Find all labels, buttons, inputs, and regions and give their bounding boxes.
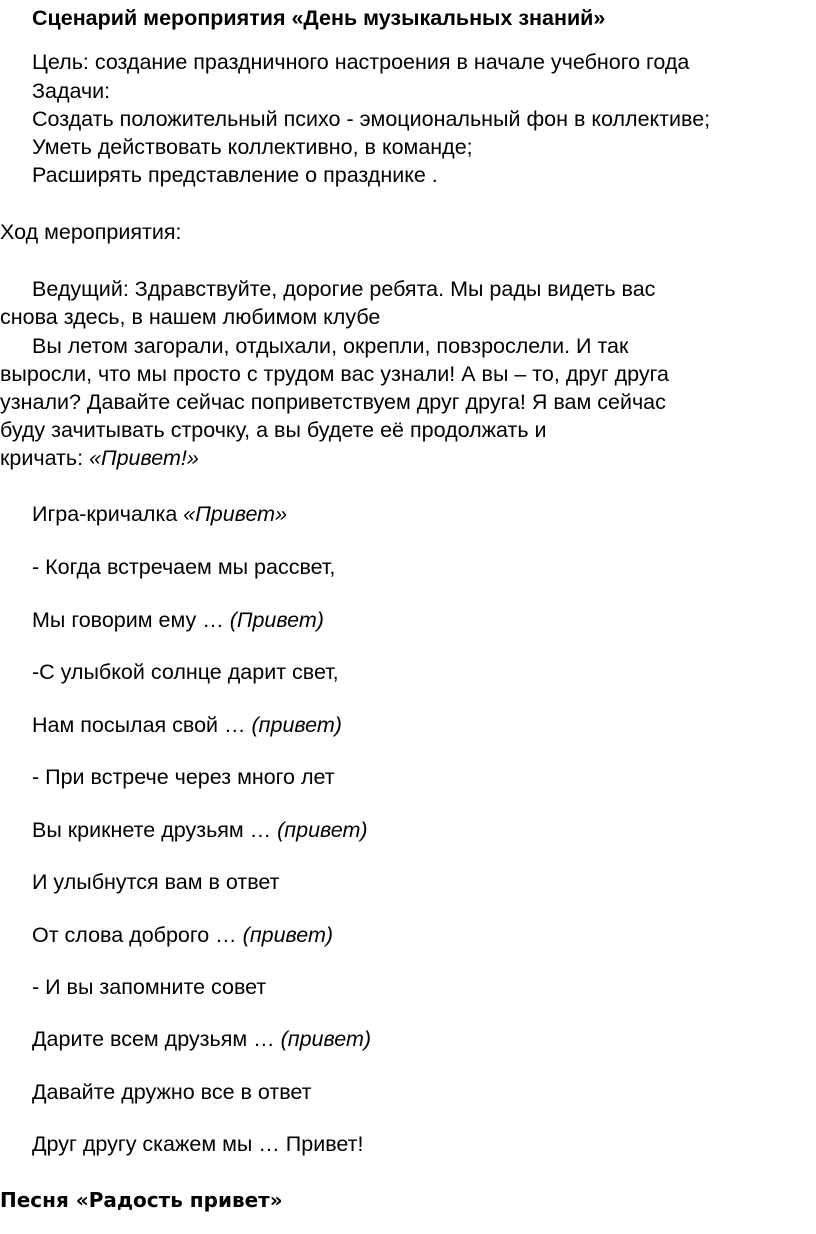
chant-response: (привет) xyxy=(251,713,342,737)
chant-line xyxy=(32,763,335,792)
chant-line xyxy=(32,711,342,740)
chant-response: (привет) xyxy=(277,818,368,842)
chant-line xyxy=(32,921,333,950)
chant-response: (Привет) xyxy=(229,608,324,632)
chant-text: - При встрече через много лет xyxy=(32,765,335,789)
game-title xyxy=(32,500,287,529)
host-speech-line: Вы летом загорали, отдыхали, окрепли, повзрослели. И так xyxy=(32,334,629,358)
chant-text: Друг другу скажем мы … Привет! xyxy=(32,1132,364,1156)
task-item: Уметь действовать коллективно, в команде; xyxy=(32,135,473,159)
host-speech-line: узнали? Давайте сейчас поприветствуем друг друга! Я вам сейчас xyxy=(0,390,666,414)
chant-text: Вы крикнете друзьям … xyxy=(32,818,278,842)
chant-text: -С улыбкой солнце дарит свет, xyxy=(32,660,339,684)
shout-emphasis: «Привет!» xyxy=(89,446,199,470)
chant-line xyxy=(32,1078,312,1107)
progress-heading: Ход мероприятия: xyxy=(0,220,182,244)
chant-line xyxy=(32,973,266,1002)
host-intro-line: Ведущий: Здравствуйте, дорогие ребята. Мы рады видеть вас xyxy=(32,277,656,301)
chant-line xyxy=(32,816,368,845)
task-item: Создать положительный психо - эмоциональный фон в коллективе; xyxy=(32,107,711,131)
goal-line: Цель: создание праздничного настроения в начале учебного года xyxy=(32,50,690,74)
tasks-heading: Задачи: xyxy=(32,79,111,103)
chant-text: От слова доброго … xyxy=(32,923,243,947)
chant-response: (привет) xyxy=(242,923,334,947)
shout-line xyxy=(0,444,199,473)
game-title-text: Игра-кричалка xyxy=(32,502,184,526)
chant-text: - И вы запомните совет xyxy=(32,975,267,999)
chant-line xyxy=(32,553,335,582)
chant-text: - Когда встречаем мы рассвет, xyxy=(32,555,336,579)
chant-text: Давайте дружно все в ответ xyxy=(32,1080,312,1104)
chant-text: Нам посылая свой … xyxy=(32,713,252,737)
host-speech-line: выросли, что мы просто с трудом вас узнали! А вы – то, друг друга xyxy=(0,362,669,386)
game-title-emphasis: «Привет» xyxy=(183,502,288,526)
chant-line xyxy=(32,658,339,687)
host-speech-line: буду зачитывать строчку, а вы будете её продолжать и xyxy=(0,418,547,442)
chant-text: Дарите всем друзьям … xyxy=(32,1027,281,1051)
shout-text: кричать: xyxy=(0,446,90,470)
host-intro-line: снова здесь, в нашем любимом клубе xyxy=(0,305,381,329)
chant-line xyxy=(32,606,324,635)
task-item: Расширять представление о празднике . xyxy=(32,163,438,187)
chant-line xyxy=(32,1025,371,1054)
song-title: Песня «Радость привет» xyxy=(0,1188,283,1212)
document-title: Сценарий мероприятия «День музыкальных знаний» xyxy=(32,6,606,30)
chant-text: И улыбнутся вам в ответ xyxy=(32,870,280,894)
chant-line xyxy=(32,1130,363,1159)
chant-line xyxy=(32,868,280,897)
chant-response: (привет) xyxy=(280,1027,372,1051)
chant-text: Мы говорим ему … xyxy=(32,608,230,632)
